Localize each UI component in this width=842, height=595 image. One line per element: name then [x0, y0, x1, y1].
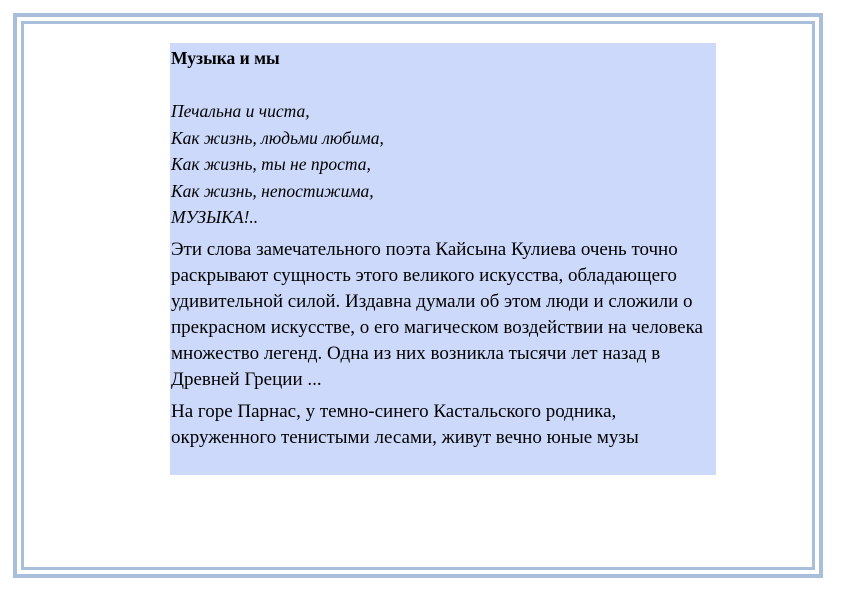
- poem-line: Как жизнь, людьми любима,: [171, 127, 384, 148]
- text-box: [170, 43, 716, 475]
- poem-line: Печальна и чиста,: [171, 101, 310, 121]
- poem-line: Как жизнь, ты не проста,: [171, 154, 371, 174]
- poem-line: Как жизнь, непостижима,: [171, 180, 374, 201]
- paragraph: На горе Парнас, у темно-синего Кастальского родника, окруженного тенистыми лесами, живут вечно юные музы: [171, 400, 639, 448]
- document-title: Музыка и мы: [171, 48, 280, 68]
- paragraph: Эти слова замечательного поэта Кайсына Кулиева очень точно раскрывают сущность этого великого искусства, обладающего удивительной силой. Издавна думали об этом люди и сложили о прекрасном искусстве, о его магическом воздействии на человека множество легенд. Одна из них возникла тысячи лет назад в Древней Греции ...: [171, 238, 703, 390]
- poem-epigraph: [171, 98, 716, 231]
- poem-line: МУЗЫКА!..: [171, 207, 259, 227]
